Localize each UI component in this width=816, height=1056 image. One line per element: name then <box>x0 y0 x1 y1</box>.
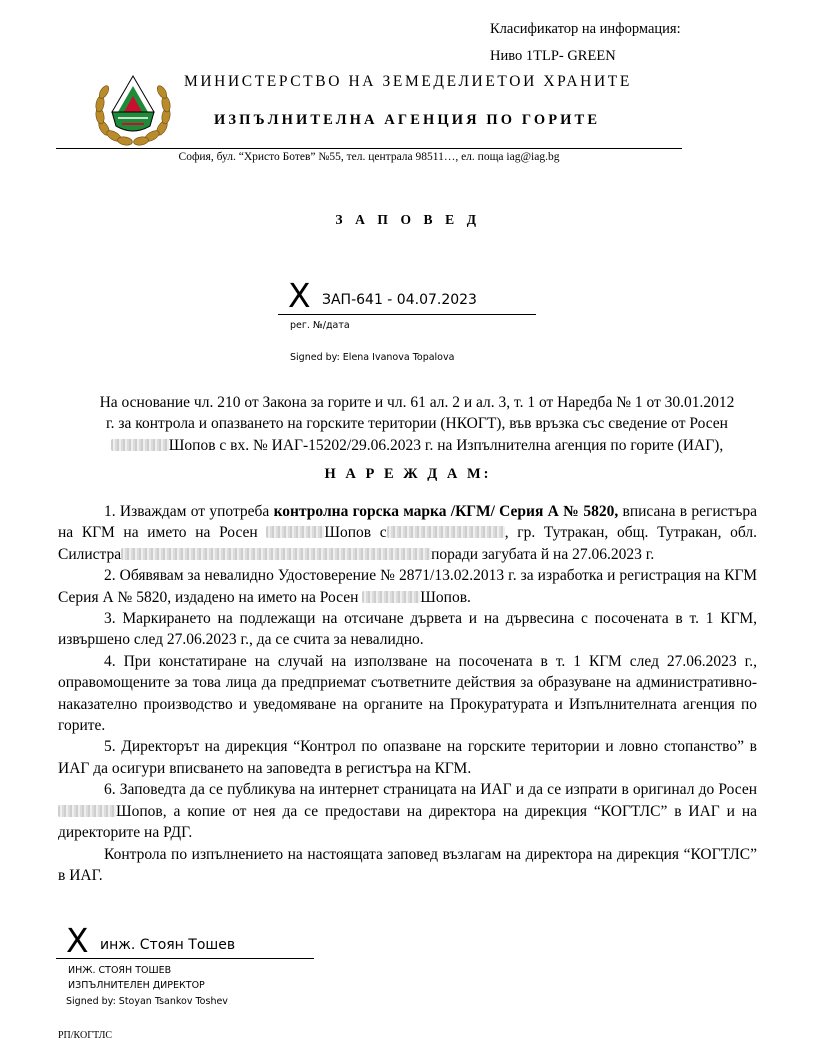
ministry-emblem-logo <box>92 70 174 148</box>
agency-name: ИЗПЪЛНИТЕЛНА АГЕНЦИЯ ПО ГОРИТЕ <box>214 112 601 128</box>
redacted-text <box>266 526 324 538</box>
redacted-text <box>362 591 420 603</box>
redacted-text <box>111 439 169 451</box>
intro-paragraph <box>58 392 776 456</box>
redacted-text <box>387 526 505 538</box>
order-item-4: 4. При констатиране на случай на използване на посочената в т. 1 КГМ след 27.06.2023 г., оправомощените за това лица да предприемат съответните действия за образуване на административно-наказателно производство и уведомяване на органите на Прокуратурата и Изпълнителната агенция по горите. <box>58 652 757 735</box>
intro-line-1: На основание чл. 210 от Закона за горите и чл. 61 ал. 2 и ал. 3, т. 1 от Наредба № 1 от 30.01.2012 <box>99 394 735 411</box>
director-signature-mark: X <box>66 921 89 960</box>
classification-level: Ниво 1TLP- GREEN <box>490 48 616 64</box>
intro-line-2: г. за контрола и опазването на горските територии (НКОГТ), във връзка със сведение от Росен <box>106 415 728 433</box>
classification-label: Класификатор на информация: <box>490 21 681 37</box>
header-divider <box>56 148 682 149</box>
order-item-6: 6. Заповедта да се публикува на интернет страницата на ИАГ и да се изпрати в оригинал до РосенШопов, а копие от нея да се предостави на директора на дирекция “КОГТЛС” в ИАГ и на директорите на РДГ. <box>58 781 757 842</box>
control-paragraph: Контрола по изпълнението на настоящата заповед възлагам на директора на дирекция “КОГТЛС” в ИАГ. <box>58 845 757 884</box>
ministry-name: МИНИСТЕРСТВО НА ЗЕМЕДЕЛИЕТОИ ХРАНИТЕ <box>184 73 632 90</box>
redacted-text <box>58 805 116 817</box>
order-item-5: 5. Директорът на дирекция “Контрол по опазване на горските територии и ловно стопанство” в ИАГ да осигури вписването на заповедта в регистъра на КГМ. <box>58 738 757 777</box>
redacted-text <box>121 548 431 560</box>
registration-signature-line <box>278 314 536 315</box>
order-item-1: 1. Изваждам от употреба контролна горска марка /КГМ/ Серия А № 5820, вписана в регистъра на КГМ на името на Росен Шопов с , гр. Тутракан, общ. Тутракан, обл. Силистра поради загубата й на 27.06.2023 г. <box>58 503 757 563</box>
order-item-3: 3. Маркирането на подлежащи на отсичане дървета и на дървесина с посочената в т. 1 КГМ, извършено след 27.06.2023 г., да се счита за невалидно. <box>58 610 757 649</box>
registration-signed-by: Signed by: Elena Ivanova Topalova <box>290 352 455 363</box>
director-name-caps: ИНЖ. СТОЯН ТОШЕВ <box>68 965 172 976</box>
director-signature-name: инж. Стоян Тошев <box>100 937 236 953</box>
agency-address: София, бул. “Христо Ботев” №55, тел. централа 98511…, ел. поща iag@iag.bg <box>178 151 560 163</box>
registration-caption: рег. №/дата <box>290 320 350 331</box>
director-position: ИЗПЪЛНИТЕЛЕН ДИРЕКТОР <box>68 980 205 991</box>
footer-reference: РП/КОГТЛС <box>58 1030 113 1041</box>
registration-number-date: ЗАП-641 - 04.07.2023 <box>322 292 477 308</box>
registration-signature-mark: X <box>288 276 311 315</box>
order-items <box>58 501 757 886</box>
director-signed-by: Signed by: Stoyan Tsankov Toshev <box>66 996 228 1007</box>
intro-line-3: Шопов с вх. № ИАГ-15202/29.06.2023 г. на Изпълнителна агенция по горите (ИАГ), <box>58 435 776 456</box>
order-heading: Н А Р Е Ж Д А М: <box>324 466 492 482</box>
order-item-2: 2. Обявявам за невалидно Удостоверение № 2871/13.02.2013 г. за изработка и регистрация на КГМ Серия А № 5820, издадено на името на Росен Шопов. <box>58 567 757 606</box>
director-signature-line <box>56 958 314 959</box>
document-title: З А П О В Е Д <box>335 212 481 227</box>
